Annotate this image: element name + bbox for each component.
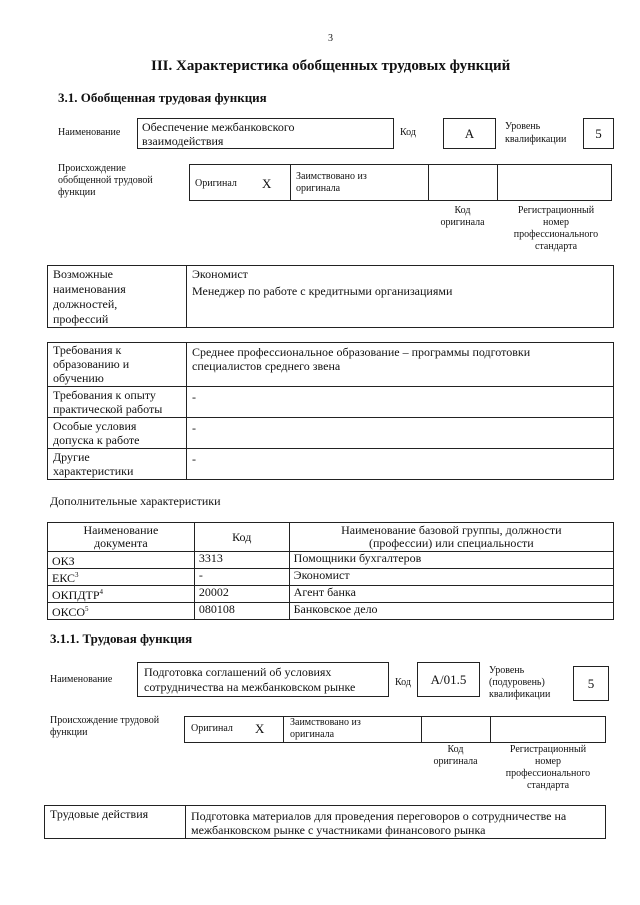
gtf-origin-box [189,164,612,201]
row-code: - [194,569,289,586]
col-code-header: Код [194,523,289,552]
row-doc: ОКЗ [48,552,195,569]
actions-value-1: Подготовка материалов для проведения переговоров о сотрудничестве на [191,809,567,823]
gtf-level-value: 5 [595,126,602,141]
positions-label-1: Возможные [53,267,113,281]
tf-origin-box [184,716,606,743]
row-code: 20002 [194,586,289,603]
tf-code-label: Код [395,677,411,688]
gtf-orig-code-label-1: Код [454,205,471,216]
actions-value-2: межбанковском рынке с участниками финансового рынка [191,823,486,837]
gtf-origin-divider-2 [428,164,429,201]
row-name: Агент банка [289,586,613,603]
other-value: - [192,452,196,466]
tf-code-value: А/01.5 [430,672,467,687]
gtf-original-mark: X [262,176,272,191]
gtf-reg-num-label-2: номер [543,217,569,228]
actions-label: Трудовые действия [50,807,149,821]
col-name-1: Наименование базовой группы, должности [341,523,562,537]
special-label-1: Особые условия [53,419,137,433]
table-row [48,586,614,603]
tf-name-label: Наименование [50,674,113,685]
tf-borrowed-label-1: Заимствовано из [290,717,361,728]
tf-reg-num-label-4: стандарта [526,780,570,791]
special-label-2: допуска к работе [53,433,140,447]
gtf-borrowed-label-1: Заимствовано из [296,171,367,182]
tf-level-label-2: (подуровень) [489,677,545,688]
tf-name-value-1: Подготовка соглашений об условиях [144,665,332,679]
row-name: Экономист [289,569,613,586]
gtf-original-label: Оригинал [195,178,237,189]
tf-origin-divider-1 [283,716,284,743]
edu-label-3: обучению [53,371,104,385]
tf-origin-divider-3 [490,716,491,743]
gtf-level-label-1: Уровень [505,121,541,132]
edu-value-1: Среднее профессиональное образование – программы подготовки [192,345,531,359]
tf-original-mark: X [255,721,265,736]
tf-name-value-2: сотрудничества на межбанковском рынке [144,680,356,694]
tf-orig-code-label-2: оригинала [433,756,478,767]
gtf-origin-label-3: функции [58,187,96,198]
additional-table [47,522,614,620]
gtf-code-value: А [464,126,475,141]
row-name: Банковское дело [289,603,613,620]
gtf-borrowed-label-2: оригинала [296,183,341,194]
gtf-origin-divider-1 [290,164,291,201]
positions-divider [186,265,187,328]
tf-origin-divider-2 [421,716,422,743]
gtf-name-value-2: взаимодействия [142,134,224,148]
col-name-2: (профессии) или специальности [368,536,534,550]
tf-borrowed-label-2: оригинала [290,729,335,740]
edu-label-1: Требования к [53,343,122,357]
positions-label-4: профессий [53,312,109,326]
table-row [48,552,614,569]
requirements-row-line-1 [47,386,614,387]
table-row [48,569,614,586]
positions-label-3: должностей, [53,297,118,311]
page-number: 3 [328,33,333,44]
tf-reg-num-label-1: Регистрационный [509,744,587,755]
col-doc-2: документа [94,536,148,550]
gtf-name-label: Наименование [58,127,121,138]
requirements-row-line-2 [47,417,614,418]
col-doc-header [48,523,195,552]
tf-heading: 3.1.1. Трудовая функция [50,631,193,646]
row-doc: ОКПДТР$^4$ [48,586,195,603]
edu-label-2: образованию и [53,357,130,371]
row-code: 3313 [194,552,289,569]
tf-level-value: 5 [587,676,595,691]
tf-reg-num-label-3: профессионального [505,768,591,779]
col-doc-1: Наименование [83,523,159,537]
gtf-reg-num-label-1: Регистрационный [517,205,595,216]
col-name-header [289,523,613,552]
positions-label-2: наименования [53,282,126,296]
gtf-level-label-2: квалификации [505,134,567,145]
additional-table-header [48,523,614,552]
tf-level-label-3: квалификации [489,689,551,700]
row-name: Помощники бухгалтеров [289,552,613,569]
positions-value-1: Экономист [192,267,248,281]
positions-value-2: Менеджер по работе с кредитными организациями [192,284,453,298]
other-label-2: характеристики [53,464,134,478]
gtf-origin-divider-3 [497,164,498,201]
row-doc: ЕКС$^3$ [48,569,195,586]
tf-orig-code-label-1: Код [447,744,464,755]
special-value: - [192,421,196,435]
other-label-1: Другие [53,450,90,464]
gtf-name-value-1: Обеспечение межбанковского [142,120,295,134]
gtf-orig-code-label-2: оригинала [440,217,485,228]
gtf-code-label: Код [400,127,416,138]
exp-label-1: Требования к опыту [53,388,156,402]
requirements-divider [186,342,187,480]
tf-reg-num-label-2: номер [535,756,561,767]
tf-origin-label-1: Происхождение трудовой [50,715,160,726]
tf-level-label-1: Уровень [489,665,525,676]
additional-heading: Дополнительные характеристики [50,494,221,508]
gtf-origin-label-1: Происхождение [58,163,126,174]
requirements-row-line-3 [47,448,614,449]
row-doc: ОКСО$^5$ [48,603,195,620]
tf-origin-label-2: функции [50,727,88,738]
exp-label-2: практической работы [53,402,163,416]
tf-original-label: Оригинал [191,723,233,734]
gtf-reg-num-label-3: профессионального [513,229,599,240]
section-title: III. Характеристика обобщенных трудовых функций [151,58,511,74]
gtf-reg-num-label-4: стандарта [534,241,578,252]
gtf-heading: 3.1. Обобщенная трудовая функция [58,90,267,105]
edu-value-2: специалистов среднего звена [192,359,341,373]
actions-divider [185,805,186,839]
table-row [48,603,614,620]
row-code: 080108 [194,603,289,620]
exp-value: - [192,390,196,404]
gtf-origin-label-2: обобщенной трудовой [58,175,153,186]
